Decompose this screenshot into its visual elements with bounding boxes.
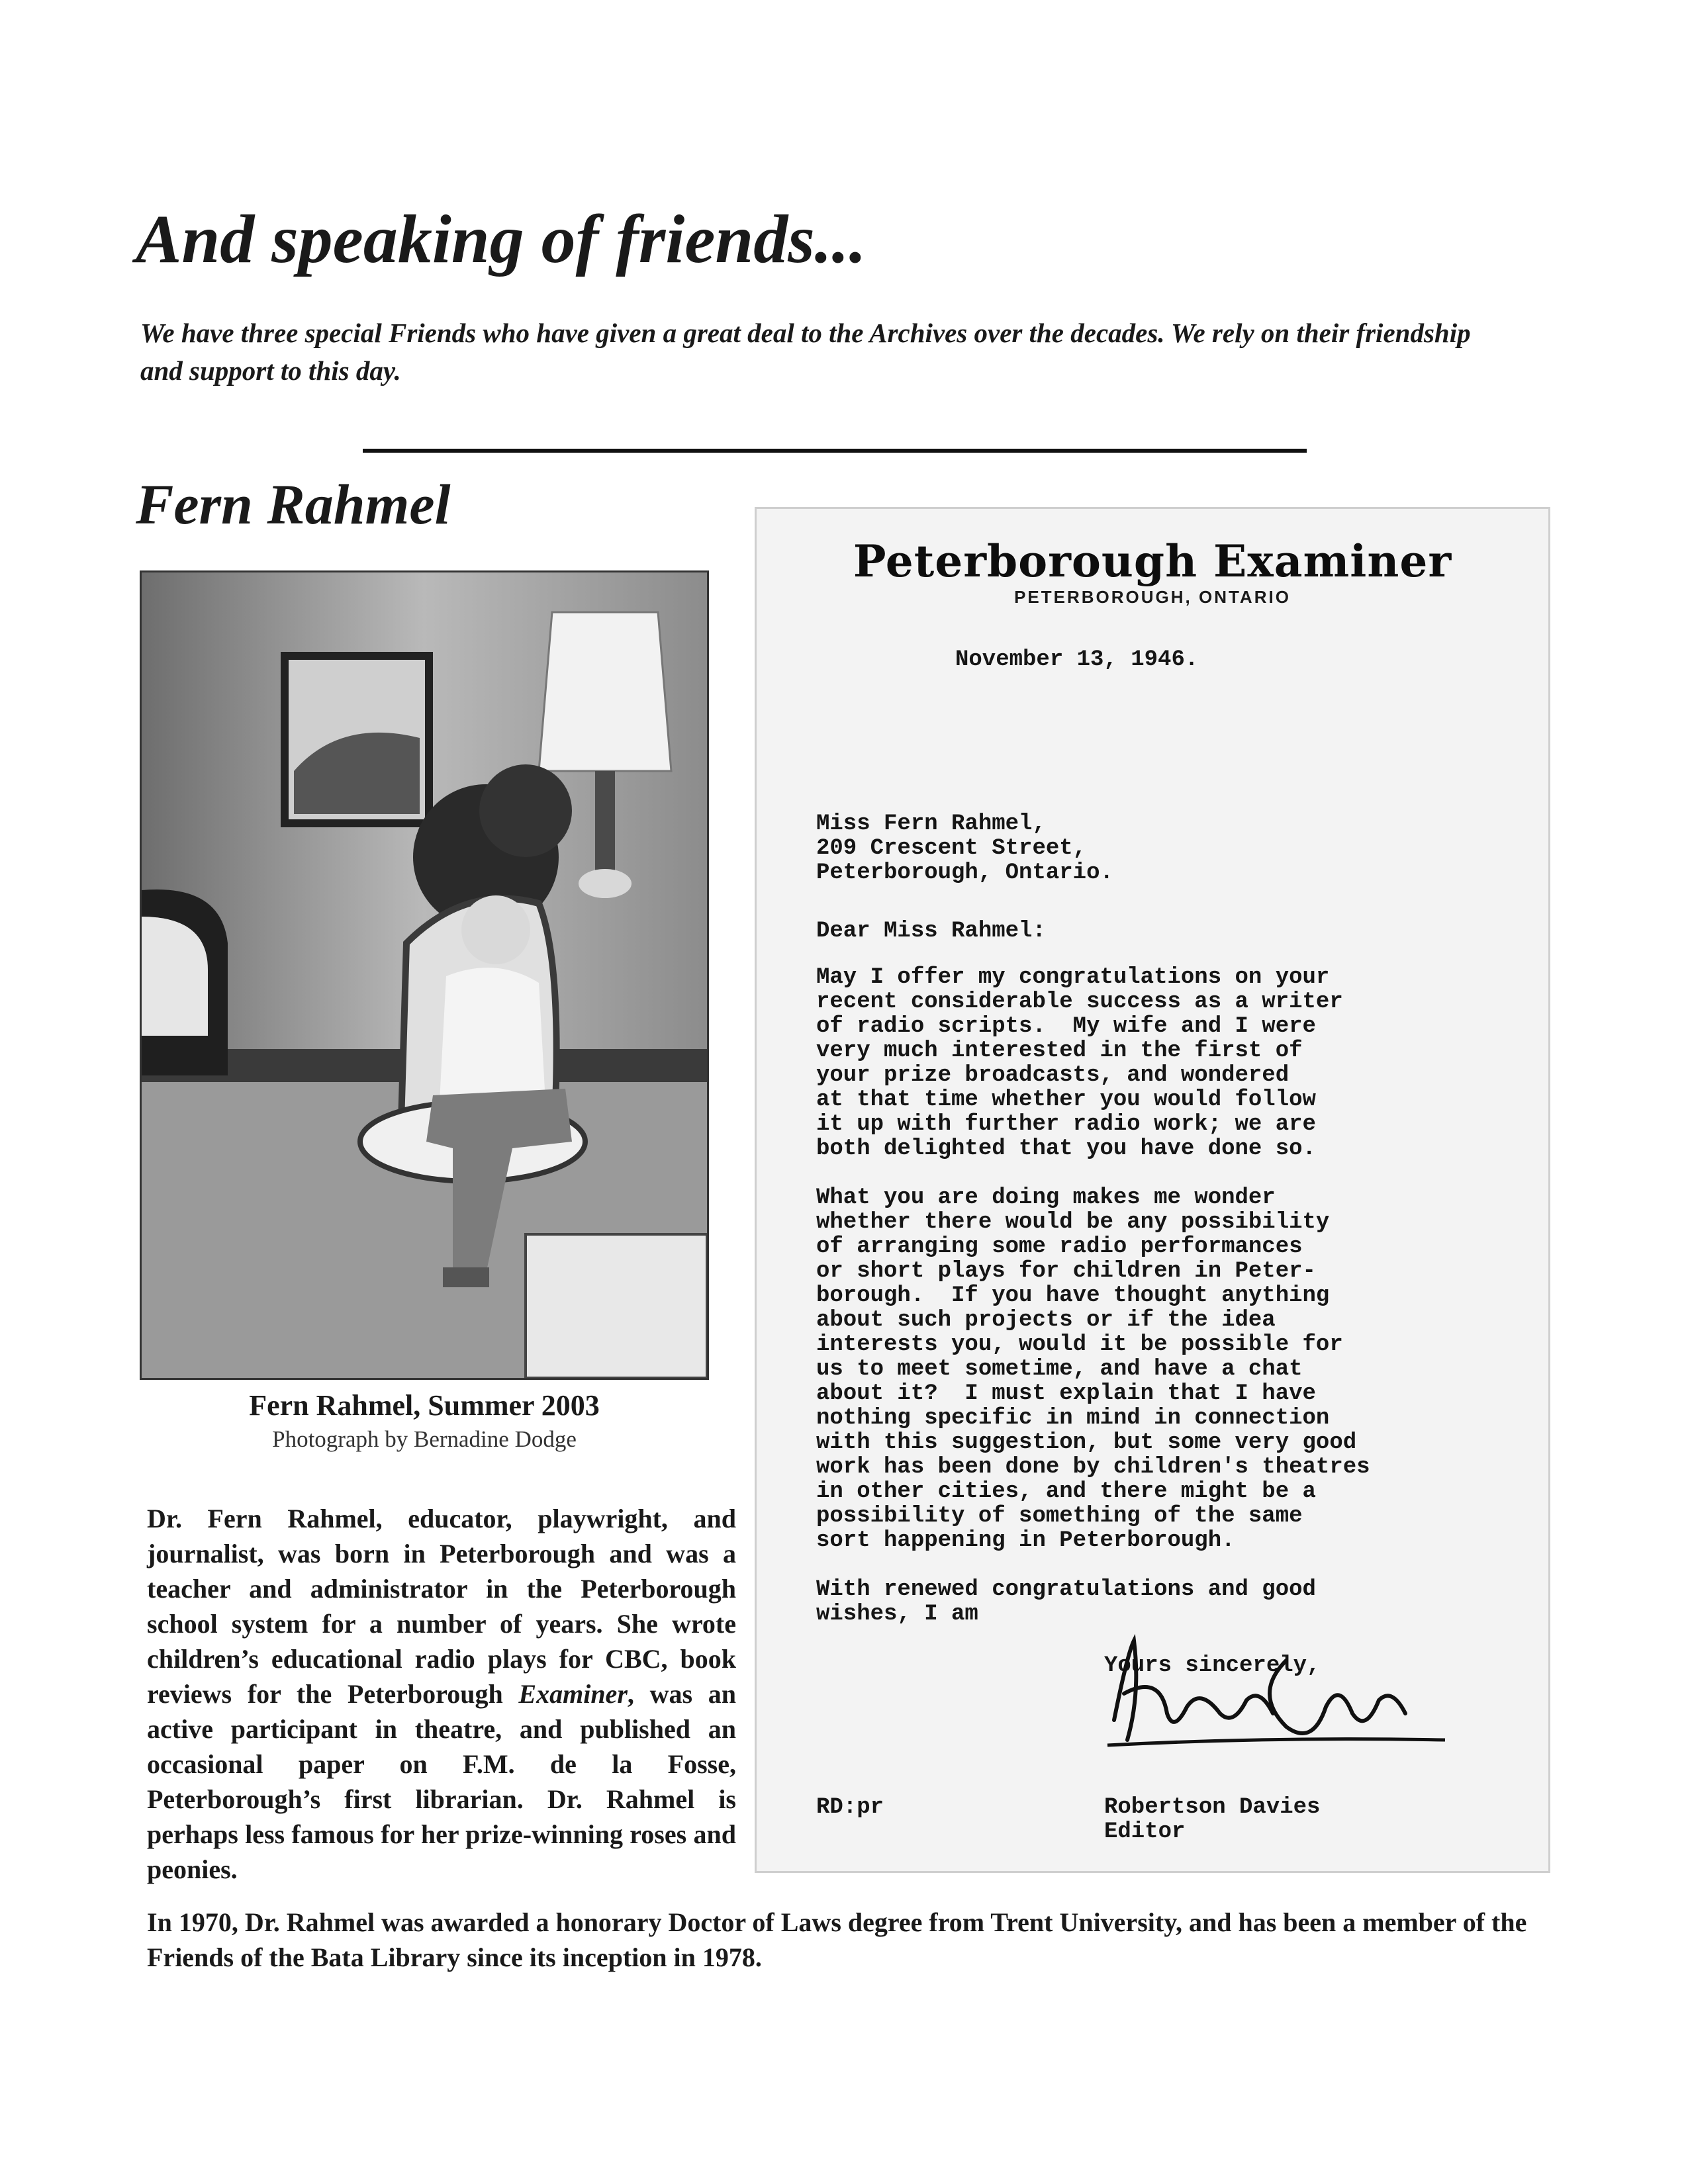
section-title: Fern Rahmel — [136, 473, 451, 536]
divider — [363, 449, 1307, 453]
letter-date: November 13, 1946. — [955, 647, 1199, 672]
letter-address: Miss Fern Rahmel, 209 Crescent Street, Peterborough, Ontario. — [816, 811, 1113, 886]
bio-paragraph — [147, 1501, 736, 1887]
photo-caption: Fern Rahmel, Summer 2003 — [249, 1389, 600, 1422]
letter-scan — [755, 507, 1550, 1873]
letter-initials: RD:pr — [816, 1795, 884, 1820]
intro-text: We have three special Friends who have given a great deal to the Archives over the decades. We rely on their friendship and support to this day. — [140, 318, 1471, 387]
letter-salutation: Dear Miss Rahmel: — [816, 919, 1046, 944]
photo-credit: Photograph by Bernadine Dodge — [272, 1426, 577, 1452]
portrait-photo — [140, 570, 709, 1380]
bio-text-continued: , was an active participant in theatre, and published an occasional paper on F.M. de la Fosse, Peterborough’s first librarian. Dr. Rahmel is perhaps less famous for her prize-winning roses and peonies. — [147, 1679, 737, 1884]
letter-signer: Robertson Davies Editor — [1104, 1795, 1321, 1844]
letterhead-place: PETERBOROUGH, ONTARIO — [1014, 587, 1291, 607]
bio-text: Dr. Fern Rahmel, educator, playwright, and journalist, was born in Peterborough and was a teacher and administrator in the Peterborough school system for a number of years. She wrote children’s educational radio plays for CBC, book reviews for the Peterborough — [147, 1504, 736, 1709]
bio-publication: Examiner — [518, 1679, 628, 1709]
letter-body: May I offer my congratulations on your recent considerable success as a writer of radio scripts. My wife and I were very much interested in the first of your prize broadcasts, and wondered at that time whether you would follow it up with further radio work; we are both delighted that you have done so. What you are doing makes me wonder whether there would be any possibility of arranging some radio performances or short plays for children in Peter- borough. If you have thought anything about such projects or if the idea interests you, would it be possible for us to meet sometime, and have a chat about it? I must explain that I have nothing specific in mind in connection with this suggestion, but some very good work has been done by children's theatres in other cities, and there might be a possibility of something of the same sort happening in Peterborough. With renewed congratulations and good wishes, I am — [816, 965, 1370, 1627]
letterhead-name: Peterborough Examiner — [853, 535, 1452, 587]
letter-complimentary-close: Yours sincerely, — [1104, 1653, 1321, 1678]
handwritten-signature — [1088, 1614, 1458, 1766]
page-title: And speaking of friends... — [136, 201, 867, 277]
closing-paragraph: In 1970, Dr. Rahmel was awarded a honorary Doctor of Laws degree from Trent University, and has been a member of the Friends of the Bata Library since its inception in 1978. — [147, 1907, 1527, 1972]
